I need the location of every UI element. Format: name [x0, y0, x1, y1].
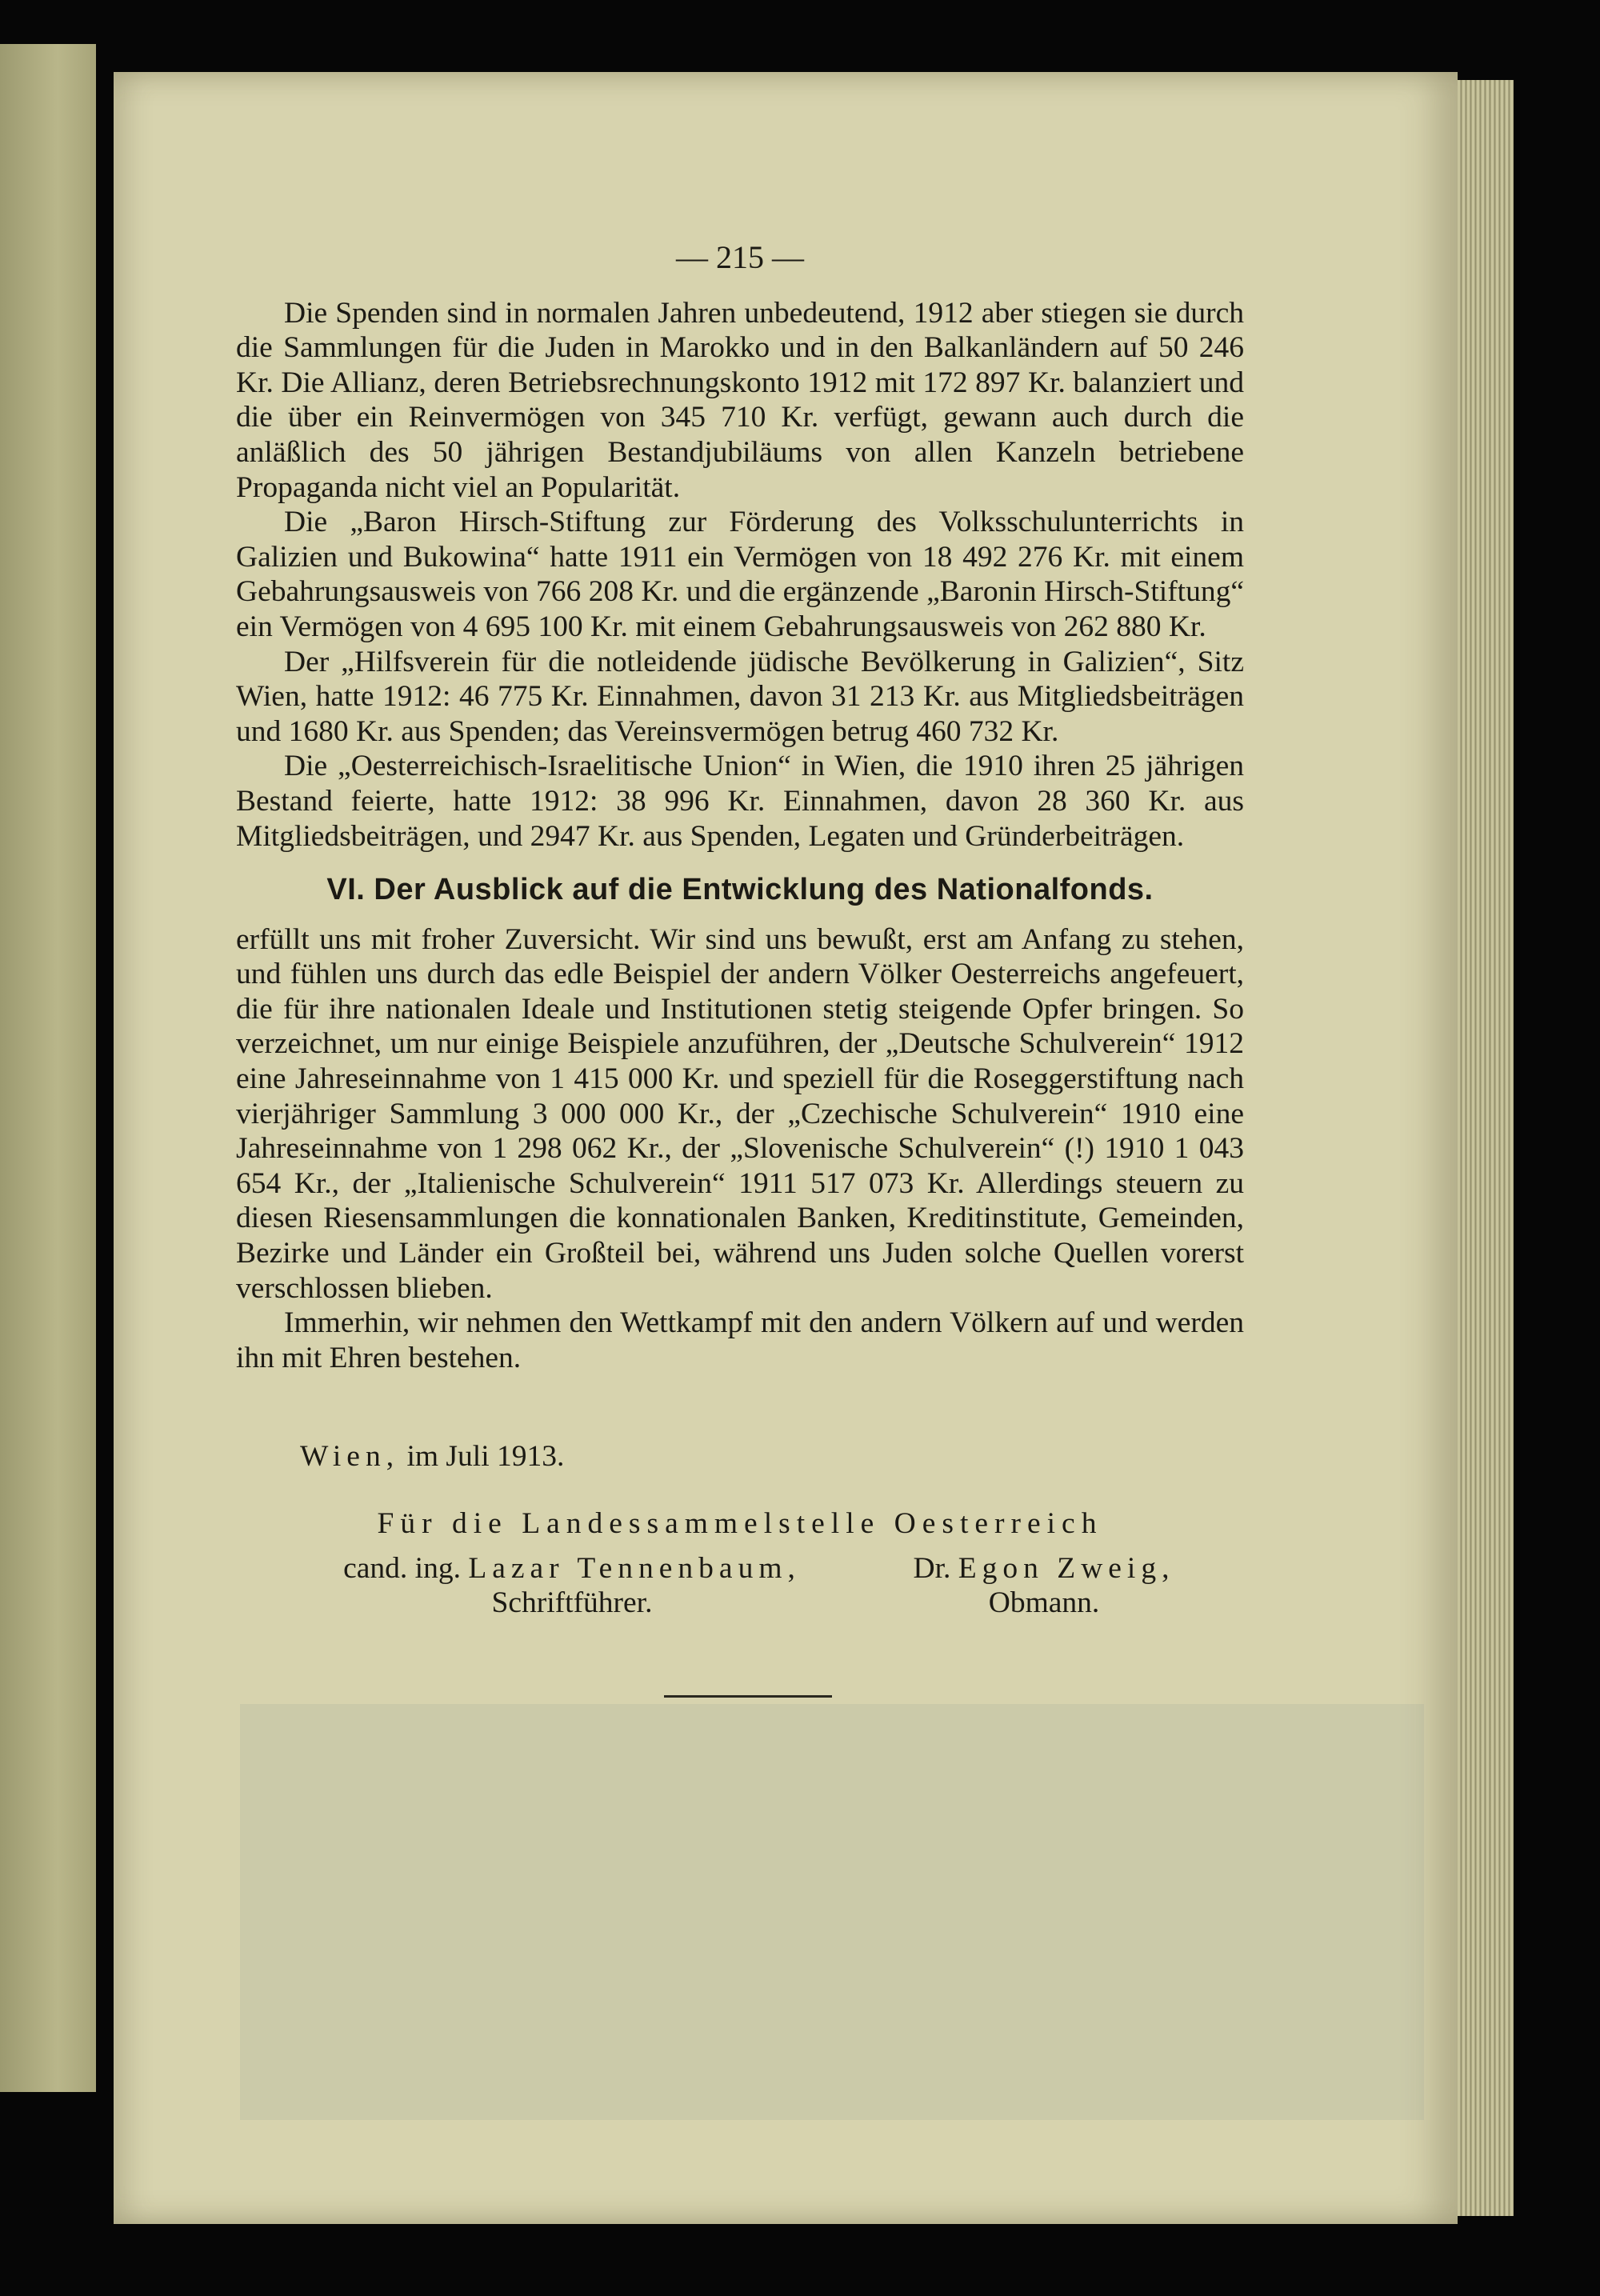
signer-right-name: Egon Zweig, — [958, 1551, 1175, 1585]
page-shadow — [240, 1704, 1424, 2120]
section-heading: VI. Der Ausblick auf die Entwicklung des Nationalfonds. — [326, 873, 1154, 907]
paragraph-union: Die „Oesterreichisch-Israelitische Union“ in Wien, die 1910 ihren 25 jährigen Bestand feierte, hatte 1912: 38 996 Kr. Einnahmen, davon 28 360 Kr. aus Mitgliedsbeiträgen, und 2947 Kr. aus Spenden, Legaten und Gründerbeiträgen. — [236, 750, 1244, 853]
signer-right-role: Obmann. — [988, 1586, 1100, 1620]
page-content — [236, 240, 1244, 1698]
signature-right — [860, 1551, 1228, 1621]
for-line: Für die Landessammelstelle Oesterreich — [377, 1507, 1103, 1540]
paragraph-spenden: Die Spenden sind in normalen Jahren unbedeutend, 1912 aber stiegen sie durch die Sammlungen für die Juden in Marokko und in den Balkanländern auf 50 246 Kr. Die Allianz, deren Betriebsrechnungskonto 1912 mit 172 897 Kr. balanziert und die über ein Reinvermögen von 345 710 Kr. verfügt, gewann auch durch die anläßlich des 50 jährigen Bestandjubiläums von allen Kanzeln betriebene Propaganda nicht viel an Popularität. — [236, 296, 1244, 504]
signer-right-prefix: Dr. — [913, 1551, 958, 1585]
page-number: — 215 — — [676, 239, 804, 275]
left-page-edge — [0, 44, 96, 2092]
place: Wien, — [300, 1440, 400, 1474]
paragraph-ausblick: erfüllt uns mit froher Zuversicht. Wir sind uns bewußt, erst am Anfang zu stehen, und fühlen uns durch das edle Beispiel der andern Völker Oesterreichs angefeuert, die für ihre nationalen Ideale und Institutionen stetig steigende Opfer bringen. So verzeichnet, um nur einige Beispiele anzuführen, der „Deutsche Schulverein“ 1912 eine Jahreseinnahme von 1 415 000 Kr. und speziell für die Roseggerstiftung nach vierjähriger Sammlung 3 000 000 Kr., der „Czechische Schulverein“ 1910 eine Jahreseinnahme von 1 298 062 Kr., der „Slovenische Schulverein“ (!) 1910 1 043 654 Kr., der „Italienische Schulverein“ 1911 517 073 Kr. Allerdings steuern zu diesen Riesensammlungen die konnationalen Banken, Kreditinstitute, Gemeinden, Bezirke und Länder ein Großteil bei, während uns Juden solche Quellen vorerst verschlossen blieben. — [236, 922, 1244, 1305]
paragraph-hilfsverein: Der „Hilfsverein für die notleidende jüdische Bevölkerung in Galizien“, Sitz Wien, hatte 1912: 46 775 Kr. Einnahmen, davon 31 213 Kr. aus Mitgliedsbeiträgen und 1680 Kr. aus Spenden; das Vereinsvermögen betrug 460 732 Kr. — [236, 645, 1244, 748]
signer-left-role: Schriftführer. — [491, 1586, 653, 1620]
closing-rule — [664, 1695, 832, 1698]
paragraph-immerhin: Immerhin, wir nehmen den Wettkampf mit den andern Völkern auf und werden ihn mit Ehren bestehen. — [236, 1306, 1244, 1374]
place-date — [236, 1439, 1244, 1474]
signatures — [236, 1551, 1244, 1639]
page-stack-edges — [1458, 80, 1514, 2216]
signer-left-prefix: cand. ing. — [343, 1551, 469, 1585]
date: im Juli 1913. — [399, 1440, 565, 1474]
paragraph-baron-hirsch: Die „Baron Hirsch-Stiftung zur Förderung des Volksschulunterrichts in Galizien und Bukowina“ hatte 1911 ein Vermögen von 18 492 276 Kr. mit einem Gebahrungsausweis von 766 208 Kr. und die ergänzende „Baronin Hirsch-Stiftung“ ein Vermögen von 4 695 100 Kr. mit einem Gebahrungsausweis von 262 880 Kr. — [236, 506, 1244, 643]
signer-left-name: Lazar Tennenbaum, — [468, 1551, 801, 1585]
signature-left — [292, 1551, 852, 1621]
